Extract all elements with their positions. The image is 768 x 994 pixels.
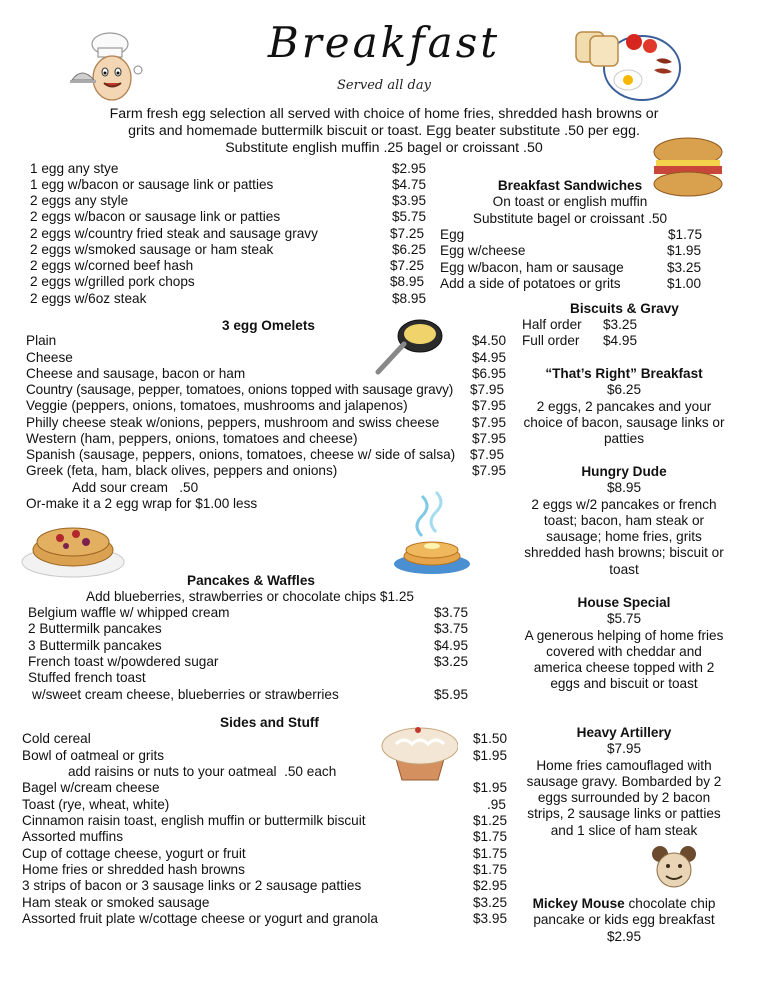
menu-item-price: $3.25 — [473, 895, 508, 910]
menu-item-name: Toast (rye, wheat, white) — [22, 797, 170, 812]
menu-item-name: 3 strips of bacon or 3 sausage links or 2 sausage patties — [22, 878, 362, 893]
menu-item-name: 2 eggs w/corned beef hash — [30, 258, 194, 273]
heavy-artillery-desc: sausage gravy. Bombarded by 2 — [526, 773, 722, 789]
omelet-addon: Add sour cream .50 — [72, 480, 199, 495]
menu-item-name: Cup of cottage cheese, yogurt or fruit — [22, 846, 246, 861]
menu-item-name: 2 eggs w/bacon or sausage link or patties — [30, 209, 281, 224]
menu-item-price: $8.95 — [392, 291, 427, 306]
menu-item-price: $3.95 — [473, 911, 508, 926]
thats-right-block — [506, 366, 742, 447]
menu-item-name: Assorted fruit plate w/cottage cheese or yogurt and granola — [22, 911, 378, 926]
menu-item-name: Ham steak or smoked sausage — [22, 895, 210, 910]
menu-item-name: Bowl of oatmeal or grits — [22, 748, 165, 763]
house-special-desc: america cheese topped with 2 — [533, 660, 715, 676]
sandwiches-sub: On toast or english muffin — [492, 194, 648, 210]
menu-item-name: 3 Buttermilk pancakes — [28, 638, 162, 653]
mickey-pancake-icon — [650, 844, 698, 890]
house-special-desc: covered with cheddar and — [546, 643, 702, 659]
pancakes-icon — [392, 490, 472, 580]
thats-right-desc: choice of bacon, sausage links or — [523, 414, 725, 430]
menu-item-name: Assorted muffins — [22, 829, 123, 844]
page-subtitle: Served all day — [337, 78, 431, 93]
menu-item-name: 2 eggs w/smoked sausage or ham steak — [30, 242, 274, 257]
menu-item-price: $1.00 — [667, 276, 702, 291]
thats-right-price: $6.25 — [606, 382, 642, 398]
muffin-icon — [380, 722, 458, 784]
intro-line: grits and homemade buttermilk biscuit or toast. Egg beater substitute .50 per egg. — [128, 123, 640, 139]
mickey-heading: Mickey Mouse — [532, 896, 625, 911]
menu-item-price: $4.95 — [603, 333, 638, 348]
waffles-icon — [20, 520, 126, 580]
heavy-artillery-block — [506, 725, 742, 839]
menu-item-price: $1.75 — [473, 862, 508, 877]
menu-item-price: $5.75 — [392, 209, 427, 224]
menu-item-price: $7.95 — [472, 463, 507, 478]
menu-item-price: $1.25 — [473, 813, 508, 828]
intro-line: Substitute english muffin .25 bagel or croissant .50 — [225, 140, 543, 156]
heavy-artillery-desc: and 1 slice of ham steak — [550, 822, 698, 838]
menu-item-price: $4.75 — [392, 177, 427, 192]
thats-right-desc: patties — [603, 431, 645, 447]
pancakes-addon: Add blueberries, strawberries or chocolate chips $1.25 — [86, 589, 414, 604]
hungry-dude-price: $8.95 — [606, 480, 642, 496]
menu-item-price: $4.50 — [472, 333, 507, 348]
menu-item-name: Plain — [26, 333, 57, 348]
menu-item-name: add raisins or nuts to your oatmeal .50 each — [68, 764, 337, 779]
menu-item-name: 1 egg w/bacon or sausage link or patties — [30, 177, 274, 192]
heavy-artillery-desc: Home fries camouflaged with — [536, 757, 712, 773]
menu-item-name: Egg w/bacon, ham or sausage — [440, 260, 624, 275]
menu-item-name: 2 eggs w/country fried steak and sausage gravy — [30, 226, 318, 241]
menu-item-price: $7.95 — [472, 398, 507, 413]
menu-item-name: Home fries or shredded hash browns — [22, 862, 245, 877]
menu-item-name: Cheese and sausage, bacon or ham — [26, 366, 246, 381]
menu-item-price: $3.95 — [392, 193, 427, 208]
menu-item-name: Greek (feta, ham, black olives, peppers and onions) — [26, 463, 338, 478]
menu-item-name: 2 eggs w/6oz steak — [30, 291, 147, 306]
intro-line: Farm fresh egg selection all served with choice of home fries, shredded hash browns or — [109, 106, 659, 122]
mickey-desc: chocolate chip — [624, 896, 716, 911]
menu-item-name: 1 egg any stye — [30, 161, 119, 176]
hungry-dude-desc: shredded hash browns; biscuit or — [524, 545, 724, 561]
sandwiches-heading: Breakfast Sandwiches — [497, 178, 643, 193]
hungry-dude-desc: 2 eggs w/2 pancakes or french — [531, 496, 717, 512]
heavy-artillery-heading: Heavy Artillery — [576, 725, 672, 740]
sides-heading: Sides and Stuff — [220, 715, 319, 730]
menu-item-name: Spanish (sausage, peppers, onions, tomatoes, cheese w/ side of salsa) — [26, 447, 456, 462]
menu-item-name: Country (sausage, pepper, tomatoes, onions topped with sausage gravy) — [26, 382, 454, 397]
menu-item-price: $2.95 — [473, 878, 508, 893]
house-special-desc: A generous helping of home fries — [524, 627, 724, 643]
frying-pan-icon — [374, 312, 446, 378]
menu-item-name: 2 Buttermilk pancakes — [28, 621, 162, 636]
menu-item-price: $7.95 — [470, 382, 505, 397]
sandwiches-header — [470, 178, 670, 227]
menu-item-price: $2.95 — [392, 161, 427, 176]
mickey-block — [504, 896, 744, 945]
menu-item-price: $5.95 — [434, 687, 469, 702]
biscuits-heading: Biscuits & Gravy — [570, 301, 679, 316]
menu-item-name: French toast w/powdered sugar — [28, 654, 219, 669]
heavy-artillery-desc: eggs surrounded by 2 bacon — [537, 790, 711, 806]
menu-item-price: $6.95 — [472, 366, 507, 381]
menu-item-name: Cheese — [26, 350, 73, 365]
sandwiches-sub: Substitute bagel or croissant .50 — [472, 210, 668, 226]
menu-item-price: $8.95 — [390, 274, 425, 289]
house-special-desc: eggs and biscuit or toast — [550, 676, 698, 692]
egg-chef-icon — [68, 30, 158, 102]
menu-item-price: $1.50 — [473, 731, 508, 746]
menu-item-price: $3.75 — [434, 605, 469, 620]
menu-item-price: $1.95 — [667, 243, 702, 258]
menu-item-name: Philly cheese steak w/onions, peppers, mushroom and swiss cheese — [26, 415, 440, 430]
menu-item-price: $7.25 — [390, 226, 425, 241]
menu-item-price: $1.95 — [473, 780, 508, 795]
heavy-artillery-desc: strips, 2 sausage links or patties — [527, 806, 721, 822]
page-title: Breakfast — [267, 18, 501, 67]
menu-item-name: 2 eggs w/grilled pork chops — [30, 274, 195, 289]
mickey-price: $2.95 — [606, 928, 642, 944]
menu-item-price: $7.95 — [472, 431, 507, 446]
menu-item-price: $7.95 — [470, 447, 505, 462]
menu-item-name: Cinnamon raisin toast, english muffin or buttermilk biscuit — [22, 813, 366, 828]
hungry-dude-desc: toast; bacon, ham steak or — [543, 512, 705, 528]
house-special-heading: House Special — [577, 595, 671, 610]
menu-item-price: $1.75 — [473, 846, 508, 861]
menu-item-price: $4.95 — [472, 350, 507, 365]
menu-item-name: w/sweet cream cheese, blueberries or strawberries — [32, 687, 339, 702]
menu-item-name: Half order — [522, 317, 582, 332]
house-special-block — [506, 595, 742, 693]
thats-right-desc: 2 eggs, 2 pancakes and your — [536, 398, 712, 414]
hungry-dude-heading: Hungry Dude — [581, 464, 667, 479]
hungry-dude-block — [506, 464, 742, 578]
intro-text — [60, 106, 708, 157]
menu-item-price: .95 — [487, 797, 506, 812]
menu-item-price: $7.25 — [390, 258, 425, 273]
menu-item-price: $7.95 — [472, 415, 507, 430]
menu-item-name: Western (ham, peppers, onions, tomatoes and cheese) — [26, 431, 358, 446]
menu-item-name: Belgium waffle w/ whipped cream — [28, 605, 230, 620]
house-special-price: $5.75 — [606, 611, 642, 627]
menu-item-name: 2 eggs any style — [30, 193, 129, 208]
thats-right-heading: “That’s Right” Breakfast — [545, 366, 703, 381]
hungry-dude-desc: sausage; home fries, grits — [546, 529, 702, 545]
menu-item-price: $3.25 — [603, 317, 638, 332]
mickey-line1 — [504, 896, 744, 912]
menu-item-price: $3.75 — [434, 621, 469, 636]
menu-item-name: Add a side of potatoes or grits — [440, 276, 621, 291]
breakfast-plate-icon — [570, 26, 682, 104]
omelets-heading: 3 egg Omelets — [222, 318, 315, 333]
menu-item-name: Stuffed french toast — [28, 670, 146, 685]
menu-item-name: Bagel w/cream cheese — [22, 780, 160, 795]
menu-item-name: Egg w/cheese — [440, 243, 526, 258]
menu-item-price: $1.75 — [473, 829, 508, 844]
mickey-desc: pancake or kids egg breakfast — [533, 912, 715, 928]
menu-item-price: $1.75 — [668, 227, 703, 242]
menu-item-price: $3.25 — [667, 260, 702, 275]
omelet-wrap-note: Or-make it a 2 egg wrap for $1.00 less — [26, 496, 258, 511]
menu-item-name: Veggie (peppers, onions, tomatoes, mushrooms and jalapenos) — [26, 398, 408, 413]
menu-item-name: Cold cereal — [22, 731, 91, 746]
heavy-artillery-price: $7.95 — [606, 741, 642, 757]
menu-item-price: $6.25 — [392, 242, 427, 257]
menu-item-name: Egg — [440, 227, 465, 242]
pancakes-heading: Pancakes & Waffles — [187, 573, 315, 588]
hungry-dude-desc: toast — [609, 561, 639, 577]
menu-item-price: $3.25 — [434, 654, 469, 669]
menu-item-name: Full order — [522, 333, 580, 348]
menu-item-price: $4.95 — [434, 638, 469, 653]
menu-item-price: $1.95 — [473, 748, 508, 763]
